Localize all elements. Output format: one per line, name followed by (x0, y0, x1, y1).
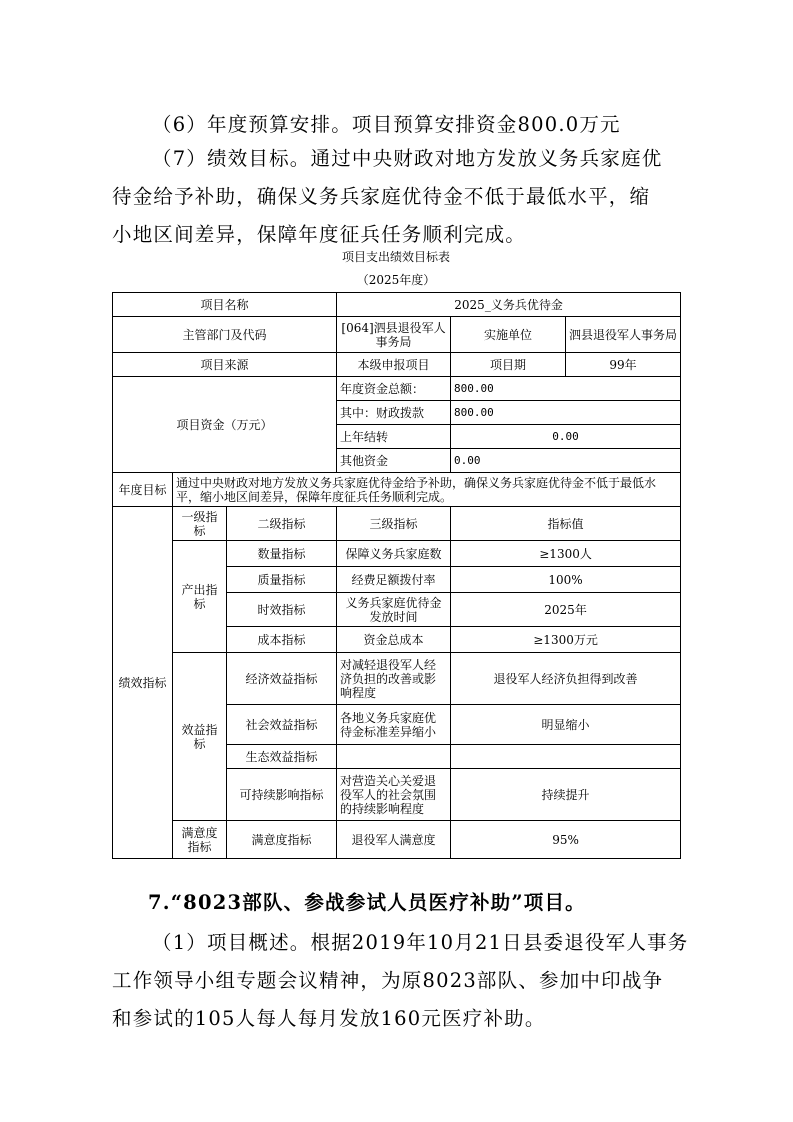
benefit-l2: 社会效益指标 (227, 705, 337, 745)
satisfaction-indicator-label: 满意度指标 (173, 821, 227, 859)
source-label: 项目来源 (113, 353, 337, 377)
impl-value: 泗县退役军人事务局 (566, 317, 681, 353)
table-row (113, 317, 681, 353)
output-l3: 义务兵家庭优待金发放时间 (337, 593, 451, 627)
output-value: ≥1300万元 (451, 627, 681, 653)
header-level3: 三级指标 (337, 507, 451, 541)
output-value: 2025年 (451, 593, 681, 627)
output-l2: 数量指标 (227, 541, 337, 567)
section-7-line-1: （1）项目概述。根据2019年10月21日县委退役军人事务 (152, 931, 689, 954)
table-row (113, 353, 681, 377)
budget-paragraph: （6）年度预算安排。项目预算安排资金800.0万元 (152, 113, 621, 136)
table-year: （2025年度） (356, 273, 436, 287)
table-row (113, 541, 681, 567)
goal-paragraph-line-1: （7）绩效目标。通过中央财政对地方发放义务兵家庭优 (152, 147, 663, 170)
output-l2: 成本指标 (227, 627, 337, 653)
table-title: 项目支出绩效目标表 (341, 250, 450, 264)
perf-indicator-label: 绩效指标 (113, 507, 173, 859)
funds-other-label: 其他资金 (337, 449, 451, 473)
funds-fiscal-label: 其中：财政拨款 (337, 401, 451, 425)
benefit-value: 持续提升 (451, 769, 681, 821)
output-l2: 时效指标 (227, 593, 337, 627)
table-row (113, 507, 681, 541)
benefit-indicator-label: 效益指标 (173, 653, 227, 821)
goal-paragraph-line-2: 待金给予补助，确保义务兵家庭优待金不低于最低水平，缩 (112, 185, 651, 208)
annual-goal-label: 年度目标 (113, 473, 173, 507)
source-value: 本级申报项目 (337, 353, 451, 377)
section-7-line-2: 工作领导小组专题会议精神，为原8023部队、参加中印战争 (112, 969, 664, 992)
benefit-l3: 对减轻退役军人经济负担的改善或影响程度 (337, 653, 451, 705)
satisfaction-l2: 满意度指标 (227, 821, 337, 859)
funds-total-label: 年度资金总额： (337, 377, 451, 401)
funds-carryover-value: 0.00 (451, 425, 681, 449)
table-row (113, 473, 681, 507)
benefit-value: 明显缩小 (451, 705, 681, 745)
header-level2: 二级指标 (227, 507, 337, 541)
benefit-l2: 生态效益指标 (227, 745, 337, 769)
output-l3: 经费足额拨付率 (337, 567, 451, 593)
performance-target-table (112, 292, 681, 859)
impl-label: 实施单位 (451, 317, 566, 353)
funds-fiscal-value: 800.00 (451, 401, 681, 425)
dept-label: 主管部门及代码 (113, 317, 337, 353)
project-name-value: 2025_义务兵优待金 (337, 293, 681, 317)
period-value: 99年 (566, 353, 681, 377)
satisfaction-value: 95% (451, 821, 681, 859)
dept-value: [064]泗县退役军人事务局 (337, 317, 451, 353)
output-l2: 质量指标 (227, 567, 337, 593)
table-row (113, 821, 681, 859)
output-l3: 资金总成本 (337, 627, 451, 653)
benefit-l3: 对营造关心关爱退役军人的社会氛围的持续影响程度 (337, 769, 451, 821)
satisfaction-l3: 退役军人满意度 (337, 821, 451, 859)
project-name-label: 项目名称 (113, 293, 337, 317)
table-row (113, 377, 681, 401)
output-l3: 保障义务兵家庭数 (337, 541, 451, 567)
output-indicator-label: 产出指标 (173, 541, 227, 653)
section-7-heading: 7.“8023部队、参战参试人员医疗补助”项目。 (148, 891, 586, 914)
output-value: ≥1300人 (451, 541, 681, 567)
benefit-l2: 经济效益指标 (227, 653, 337, 705)
annual-goal-value: 通过中央财政对地方发放义务兵家庭优待金给予补助，确保义务兵家庭优待金不低于最低水平，缩小地区间差异，保障年度征兵任务顺利完成。 (173, 473, 681, 507)
output-value: 100% (451, 567, 681, 593)
header-level1: 一级指标 (173, 507, 227, 541)
funds-total-value: 800.00 (451, 377, 681, 401)
funds-other-value: 0.00 (451, 449, 681, 473)
benefit-l3: 各地义务兵家庭优待金标准差异缩小 (337, 705, 451, 745)
section-7-line-3: 和参试的105人每人每月发放160元医疗补助。 (112, 1007, 546, 1030)
table-row (113, 653, 681, 705)
benefit-value (451, 745, 681, 769)
header-value: 指标值 (451, 507, 681, 541)
table-row (113, 293, 681, 317)
benefit-l2: 可持续影响指标 (227, 769, 337, 821)
benefit-l3 (337, 745, 451, 769)
funds-carryover-label: 上年结转 (337, 425, 451, 449)
goal-paragraph-line-3: 小地区间差异，保障年度征兵任务顺利完成。 (112, 223, 527, 246)
funds-label: 项目资金（万元） (113, 377, 337, 473)
benefit-value: 退役军人经济负担得到改善 (451, 653, 681, 705)
period-label: 项目期 (451, 353, 566, 377)
